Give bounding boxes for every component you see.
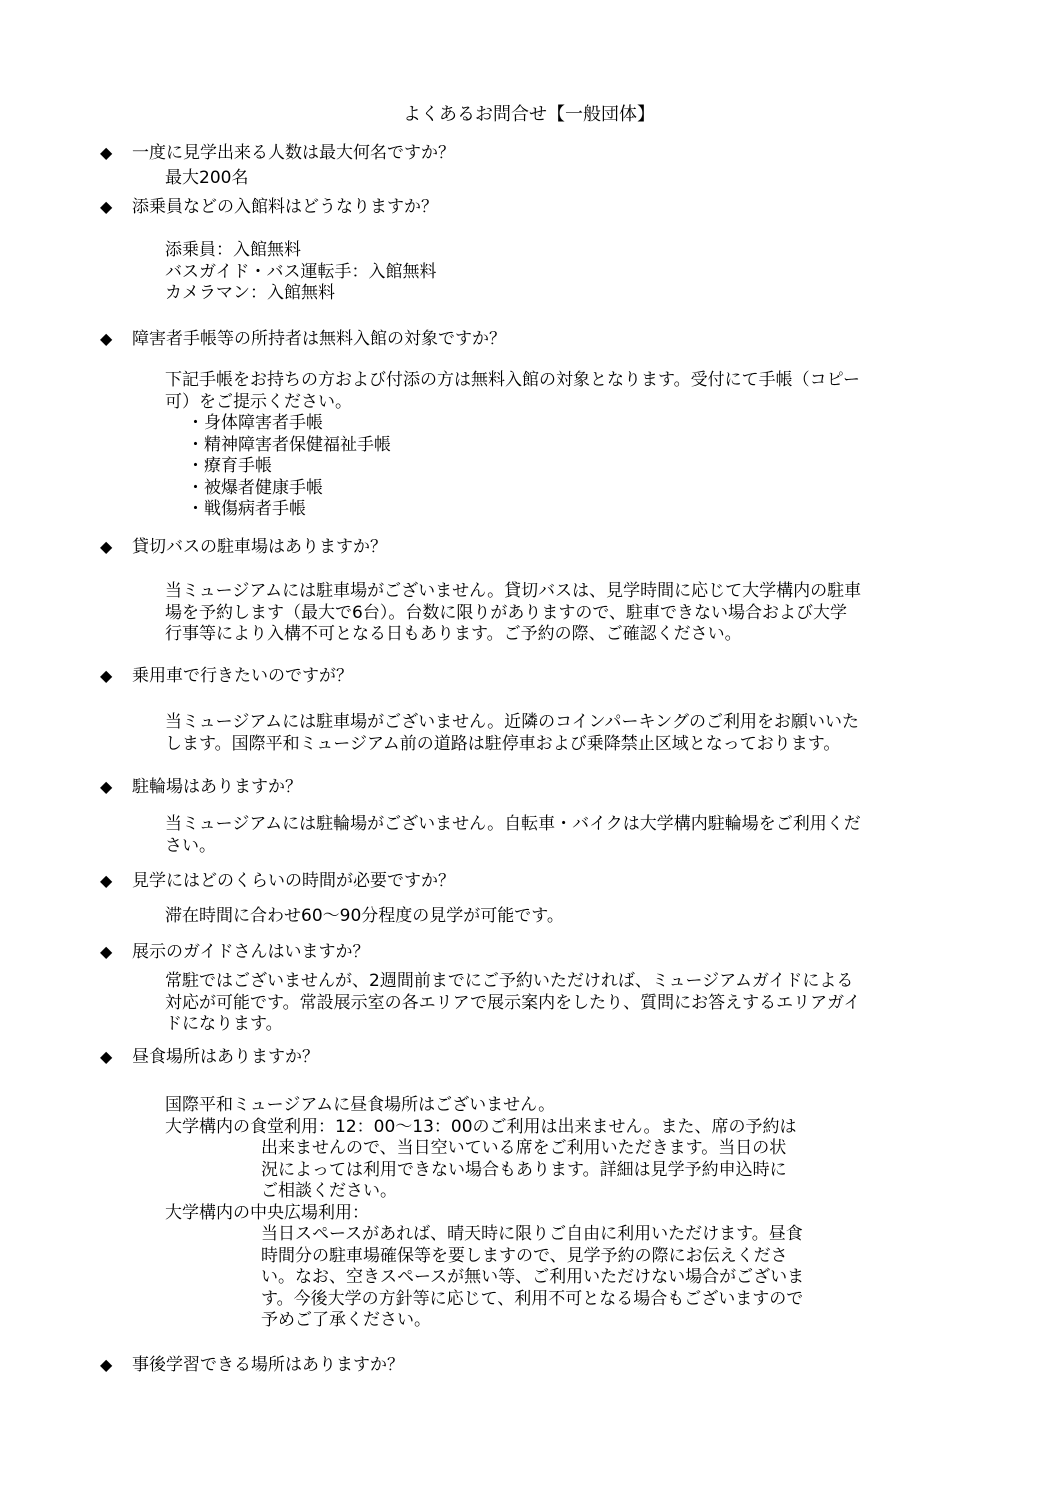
page-title: よくあるお問合せ【一般団体】 xyxy=(403,104,655,125)
faq-answer: 添乗員：入館無料 バスガイド・バス運転手：入館無料 カメラマン：入館無料 xyxy=(165,240,437,303)
faq-question: ◆ 一度に見学出来る人数は最大何名ですか？ xyxy=(100,143,455,163)
faq-question: ◆ 見学にはどのくらいの時間が必要ですか？ xyxy=(100,871,455,891)
faq-answer: 当ミュージアムには駐車場がございません。近隣のコインパーキングのご利用をお願いいた します。国際平和ミュージアム前の道路は駐停車および乗降禁止区域となっております。 xyxy=(165,712,859,754)
faq-answer: 国際平和ミュージアムに昼食場所はございません。 大学構内の食堂利用：12：00～13：00のご利用は出来ません。また、席の予約は 出来ませんので、当日空いている席をご利用いただきます。当日の状 況によっては利用できない場合もあります。詳細は見学予約申込時に ご相談ください。 大学構内の中央広場利用： 当日スペースがあれば、晴天時に限りご自由に利用いただけます。昼食 時間分の駐車場確保等を要しますので、見学予約の際にお伝えくださ い。なお、空きスペースが無い等、ご利用いただけない場合がございま す。今後大学の方針等に応じて、利用不可となる場合もございますので 予めご了承ください。 xyxy=(165,1095,805,1330)
faq-question: ◆ 展示のガイドさんはいますか？ xyxy=(100,942,370,962)
diamond-bullet-icon: ◆ xyxy=(100,871,113,890)
list-item: ・身体障害者手帳 xyxy=(187,413,323,433)
faq-question: ◆ 添乗員などの入館料はどうなりますか？ xyxy=(100,197,438,217)
faq-answer: 滞在時間に合わせ60～90分程度の見学が可能です。 xyxy=(165,906,564,926)
list-item: ・療育手帳 xyxy=(187,456,272,476)
diamond-bullet-icon: ◆ xyxy=(100,1355,113,1374)
diamond-bullet-icon: ◆ xyxy=(100,537,113,556)
diamond-bullet-icon: ◆ xyxy=(100,329,113,348)
diamond-bullet-icon: ◆ xyxy=(100,1047,113,1066)
list-item: ・精神障害者保健福祉手帳 xyxy=(187,434,391,455)
faq-question: ◆ 乗用車で行きたいのですが？ xyxy=(100,666,353,686)
faq-answer: 当ミュージアムには駐車場がございません。貸切バスは、見学時間に応じて大学構内の駐車 場を予約します（最大で6台）。台数に限りがありますので、駐車できない場合および大学 行事等により入構不可となる日もあります。ご予約の際、ご確認ください。 xyxy=(165,581,862,644)
diamond-bullet-icon: ◆ xyxy=(100,777,113,796)
diamond-bullet-icon: ◆ xyxy=(100,143,113,162)
faq-question: ◆ 昼食場所はありますか？ xyxy=(100,1047,319,1067)
faq-question: ◆ 障害者手帳等の所持者は無料入館の対象ですか？ xyxy=(100,329,506,349)
faq-question: ◆ 事後学習できる場所はありますか？ xyxy=(100,1355,404,1375)
faq-question: ◆ 貸切バスの駐車場はありますか？ xyxy=(100,537,387,557)
faq-answer: 下記手帳をお持ちの方および付添の方は無料入館の対象となります。受付にて手帳（コピー 可）をご提示ください。 ・身体障害者手帳 ・精神障害者保健福祉手帳 ・療育手帳 ・被爆者健康手帳 ・戦傷病者手帳 xyxy=(165,370,965,521)
list-item: ・戦傷病者手帳 xyxy=(187,499,306,519)
faq-question: ◆ 駐輪場はありますか？ xyxy=(100,777,302,797)
faq-answer: 当ミュージアムには駐輪場がございません。自転車・バイクは大学構内駐輪場をご利用くだ さい。 xyxy=(165,814,861,856)
list-item: ・被爆者健康手帳 xyxy=(187,477,323,498)
diamond-bullet-icon: ◆ xyxy=(100,666,113,685)
diamond-bullet-icon: ◆ xyxy=(100,197,113,216)
faq-answer: 常駐ではございませんが、2週間前までにご予約いただければ、ミュージアムガイドによる 対応が可能です。常設展示室の各エリアで展示案内をしたり、質問にお答えするエリアガイ ドになります。 xyxy=(165,971,861,1034)
diamond-bullet-icon: ◆ xyxy=(100,942,113,961)
faq-answer: 最大200名 xyxy=(165,168,249,188)
